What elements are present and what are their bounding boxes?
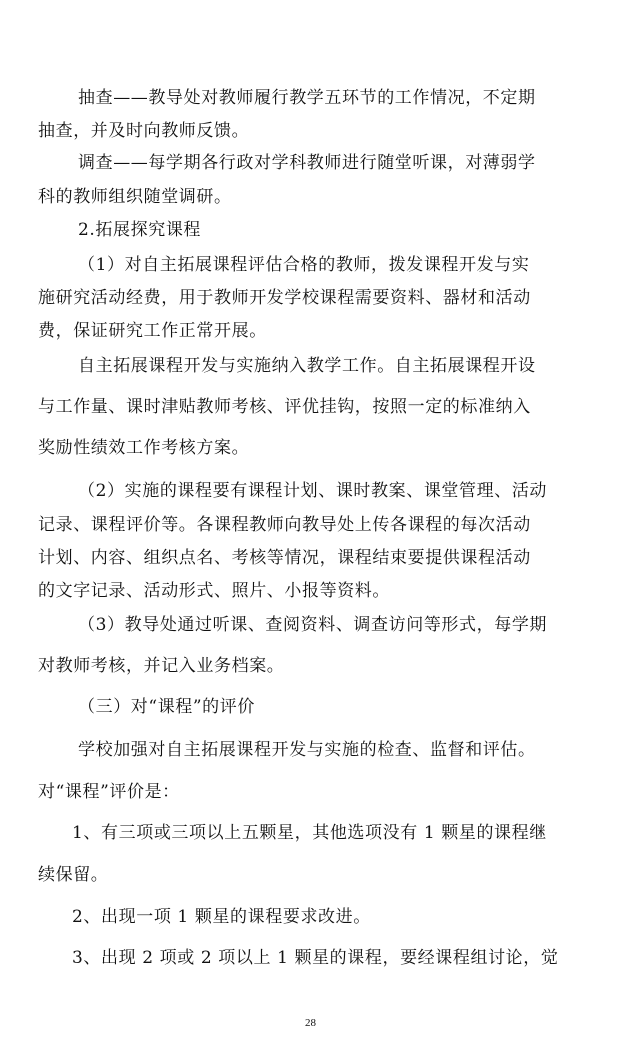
paragraph-line: （1）对自主拓展课程评估合格的教师，拨发课程开发与实 xyxy=(78,255,530,275)
paragraph-line: 科的教师组织随堂调研。 xyxy=(38,187,232,207)
paragraph-line: 3、出现 2 项或 2 项以上 1 颗星的课程，要经课程组讨论，觉 xyxy=(72,948,559,968)
paragraph-line: （3）教导处通过听课、查阅资料、调查访问等形式，每学期 xyxy=(78,615,548,635)
paragraph-line: 施研究活动经费，用于教师开发学校课程需要资料、器材和活动 xyxy=(38,288,531,308)
paragraph-line: 的文字记录、活动形式、照片、小报等资料。 xyxy=(38,581,390,601)
section-heading: 2.拓展探究课程 xyxy=(78,220,202,240)
page-number: 28 xyxy=(305,1017,316,1029)
paragraph-line: 自主拓展课程开发与实施纳入教学工作。自主拓展课程开设 xyxy=(78,356,536,376)
paragraph-line: 2、出现一项 1 颗星的课程要求改进。 xyxy=(72,907,371,927)
paragraph-line: 计划、内容、组织点名、考核等情况，课程结束要提供课程活动 xyxy=(38,548,531,568)
paragraph-line: 学校加强对自主拓展课程开发与实施的检查、监督和评估。 xyxy=(78,740,536,760)
paragraph-line: 抽查——教导处对教师履行教学五环节的工作情况，不定期 xyxy=(78,88,536,108)
paragraph-line: 记录、课程评价等。各课程教师向教导处上传各课程的每次活动 xyxy=(38,515,531,535)
paragraph-line: 对“课程”评价是： xyxy=(38,782,180,802)
paragraph-line: 费，保证研究工作正常开展。 xyxy=(38,321,267,341)
paragraph-line: 对教师考核，并记入业务档案。 xyxy=(38,656,285,676)
paragraph-line: 调查——每学期各行政对学科教师进行随堂听课，对薄弱学 xyxy=(78,153,536,173)
paragraph-line: 与工作量、课时津贴教师考核、评优挂钩，按照一定的标准纳入 xyxy=(38,397,531,417)
paragraph-line: 1、有三项或三项以上五颗星，其他选项没有 1 颗星的课程继 xyxy=(72,823,547,843)
paragraph-line: 续保留。 xyxy=(38,865,109,885)
paragraph-line: 抽查，并及时向教师反馈。 xyxy=(38,121,250,141)
paragraph-line: （2）实施的课程要有课程计划、课时教案、课堂管理、活动 xyxy=(78,481,548,501)
paragraph-line: 奖励性绩效工作考核方案。 xyxy=(38,438,250,458)
section-heading: （三）对“课程”的评价 xyxy=(78,697,255,717)
